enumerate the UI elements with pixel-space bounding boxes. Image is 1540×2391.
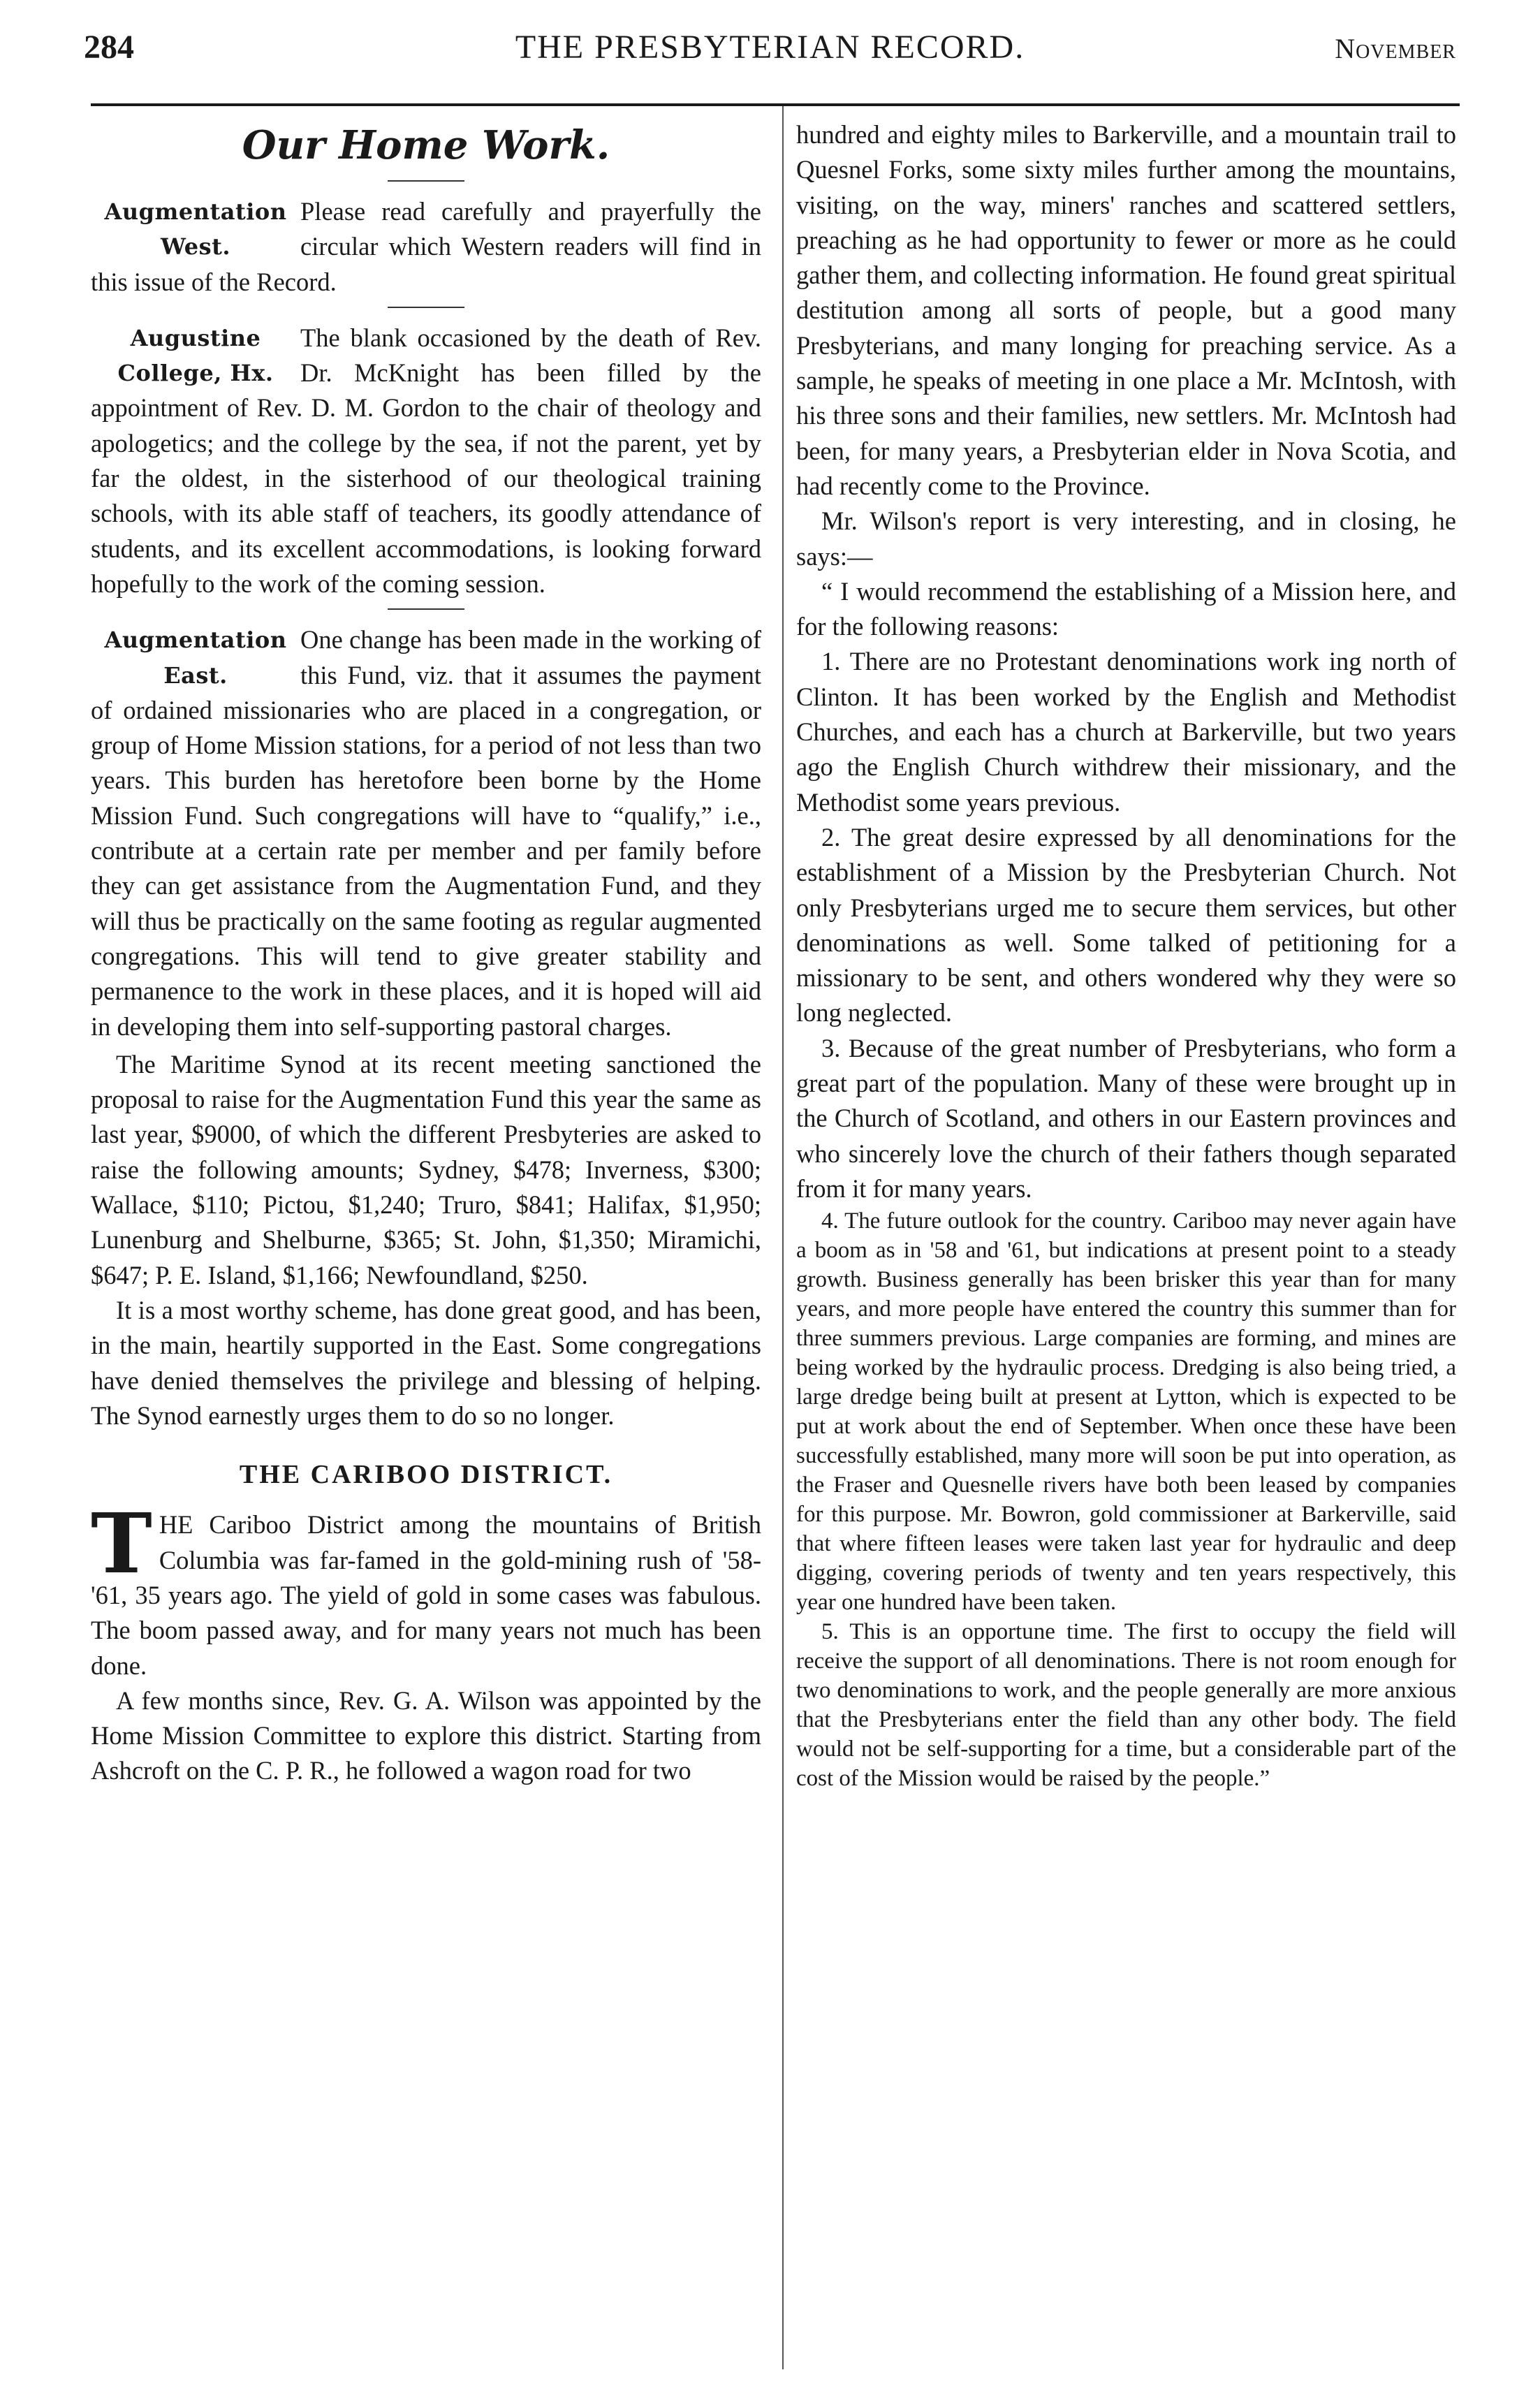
sidehead-line: East. [163, 661, 228, 689]
paragraph: It is a most worthy scheme, has done great good, and has been, in the main, heartily supported in the East. Some congregations have denied themselves the privilege and blessing of helping. The Synod earnestly urges them to do so no longer. [91, 1295, 761, 1430]
item-text: One change has been made in the working of this Fund, viz. that it assumes the payment of ordained missionaries who are placed in a congregation, or group of Home Mission stations, for a period of not less than two years. This burden has heretofore been borne by the Home Mission Fund. Such congregations will have to “qualify,” i.e., contribute at a certain rate per member and per family before they can get assistance from the Augmentation Fund, and they will thus be practically on the same footing as regular augmented congregations. This will tend to give greater stability and permanence to the work in these places, and it is hoped will aid in developing them into self-supporting pastoral charges. [91, 625, 761, 1041]
reason-4: 4. The future outlook for the country. Cariboo may never again have a boom as in '58 and '61, but indications at present point to a steady growth. Business generally has been brisker this year than for many years, and more people have entered the country this summer than for three summers previous. Large companies are forming, and mines are being worked by the hydraulic process. Dredging is also being tried, a large dredge being built at present at Lytton, which is expected to be put at work about the end of September. When once these have been successfully established, many more will soon be put into operation, as the Fraser and Quesnelle rivers have both been leased by companies for this purpose. Mr. Bowron, gold commissioner at Barkerville, said that where fifteen leases were taken last year for hydraulic and deep digging, covering periods of twenty and ten years respectively, this year one hundred have been taken. [796, 1208, 1456, 1616]
sidehead-line: Augmentation [104, 198, 287, 225]
issue-month: November [1335, 33, 1456, 64]
sidehead-line: Augmentation [104, 627, 287, 654]
short-rule [388, 307, 464, 308]
news-item [91, 321, 761, 601]
item-sidehead [91, 321, 300, 391]
journal-title: THE PRESBYTERIAN RECORD. [515, 29, 1025, 66]
short-rule [388, 180, 464, 182]
left-column [91, 117, 761, 1789]
item-sidehead [91, 194, 300, 265]
item-text: Please read carefully and prayerfully the circular which Western readers will find in this issue of the Record. [91, 197, 761, 296]
item-text: The blank occasioned by the death of Rev. Dr. McKnight has been filled by the appointment of Rev. D. M. Gordon to the chair of theology and apologetics; and the college by the sea, if not the parent, yet by far the oldest, in the sisterhood of our theological training schools, with its able staff of teachers, its goodly attendance of students, and its excellent accommodations, is looking forward hopefully to the work of the coming session. [91, 323, 761, 598]
article-title: THE CARIBOO DISTRICT. [239, 1460, 613, 1490]
short-rule [388, 608, 464, 610]
quote-intro: “ I would recommend the establishing of a Mission here, and for the following reasons: [796, 576, 1456, 641]
sidehead-line: Augustine [130, 324, 261, 351]
drop-cap: T [91, 1495, 152, 1593]
paragraph [91, 1495, 761, 1683]
reason-1: 1. There are no Protestant denominations work ing north of Clinton. It has been worked by the English and Methodist Churches, and each has a church at Barkerville, but two years ago the English Church withdrew their missionary, and the Methodist some years previous. [796, 647, 1456, 817]
running-head [84, 28, 1456, 84]
column-divider [782, 106, 784, 2369]
reason-5: 5. This is an opportune time. The first to occupy the field will receive the support of all denominations. There is not room enough for two denominations to work, and the people generally are more anxious that the Presbyterians enter the field than any other body. The field would not be self-supporting for a time, but a considerable part of the cost of the Mission would be raised by the people.” [796, 1619, 1456, 1792]
news-item [91, 622, 761, 1044]
paragraph: hundred and eighty miles to Barkerville, and a mountain trail to Quesnel Forks, some sixty miles further among the mountains, visiting, on the way, miners' ranches and scattered settlers, preaching as he had opportunity to fewer or more as he could gather them, and collecting information. He found great spiritual destitution among all sorts of people, but a good many Presbyterians, and many longing for preaching service. As a sample, he speaks of meeting in one place a Mr. McIntosh, with his three sons and their families, new settlers. Mr. McIntosh had been, for many years, a Presbyterian elder in Nova Scotia, and had recently come to the Province. [796, 120, 1456, 500]
paragraph: The Maritime Synod at its recent meeting sanctioned the proposal to raise for the Augmentation Fund this year the same as last year, $9000, of which the different Presbyteries are asked to raise the following amounts; Sydney, $478; Inverness, $300; Wallace, $110; Pictou, $1,240; Truro, $841; Halifax, $1,950; Lunenburg and Shelburne, $365; St. John, $1,350; Miramichi, $647; P. E. Island, $1,166; Newfoundland, $250. [91, 1049, 761, 1289]
sidehead-line: West. [160, 233, 231, 261]
sidehead-line: College, Hx. [117, 360, 274, 387]
paragraph: A few months since, Rev. G. A. Wilson was appointed by the Home Mission Committee to explore this district. Starting from Ashcroft on the C. P. R., he followed a wagon road for two [91, 1686, 761, 1785]
paragraph-text: HE Cariboo District among the mountains of British Columbia was far-famed in the gold-mining rush of '58-'61, 35 years ago. The yield of gold in some cases was fabulous. The boom passed away, and for many years not much has been done. [91, 1510, 761, 1680]
header-rule [91, 103, 1460, 106]
right-column [796, 117, 1456, 1793]
item-sidehead [91, 622, 300, 693]
reason-2: 2. The great desire expressed by all denominations for the establishment of a Mission by the Presbyterian Church. Not only Presbyterians urged me to secure them services, but other denominations as well. Some talked of petitioning for a missionary to be sent, and others wondered why they were so long neglected. [796, 822, 1456, 1028]
section-title: Our Home Work. [242, 122, 610, 168]
reason-3: 3. Because of the great number of Presbyterians, who form a great part of the population. Many of these were brought up in the Church of Scotland, and others in our Eastern provinces and who sincerely love the church of their fathers though separated from it for many years. [796, 1033, 1456, 1203]
page-number: 284 [84, 29, 134, 66]
news-item [91, 194, 761, 300]
paragraph: Mr. Wilson's report is very interesting, and in closing, he says:— [796, 506, 1456, 571]
